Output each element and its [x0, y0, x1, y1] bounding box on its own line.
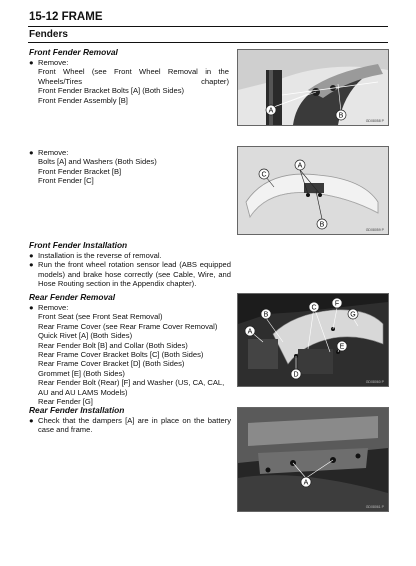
fig3-code: GD08060 P [365, 380, 384, 384]
step-item: Rear Frame Cover (see Rear Frame Cover Removal) [38, 321, 218, 331]
section-title-rear-installation: Rear Fender Installation [29, 405, 125, 415]
step-item: Grommet [E] (Both Sides) [38, 368, 125, 378]
step-item: Rear Fender Bolt (Rear) [F] and Washer (US, CA, CAL, AU and AU LAMS Models) [38, 378, 225, 397]
step-item: Rear Frame Cover Bracket [D] (Both Sides) [38, 359, 185, 369]
fig4-code: GD08061 P [365, 505, 384, 509]
step-list [29, 312, 231, 406]
bullet-item: ● Installation is the reverse of removal. [29, 251, 162, 260]
step-item: Front Fender Assembly [B] [38, 95, 128, 105]
front-fender-assembly-illustration [238, 50, 388, 125]
header-divider [28, 26, 388, 27]
step-item: Front Fender [C] [38, 176, 94, 186]
bullet-icon: ● [29, 251, 34, 260]
step-item: Front Fender Bracket [B] [38, 166, 122, 176]
rear-fender-illustration [238, 294, 388, 386]
fig1-label-b: B [338, 112, 344, 120]
fig2-label-b: B [319, 221, 325, 229]
step-item: Rear Fender Bolt [B] and Collar (Both Sides) [38, 340, 188, 350]
fig1-code: GD08058 P [365, 119, 384, 123]
fig2-label-c: C [261, 171, 267, 179]
fig3-label-f: F [334, 300, 340, 308]
fig3-label-c: C [311, 304, 317, 312]
section-title-front-installation: Front Fender Installation [29, 240, 128, 250]
step-item: Rear Frame Cover Bracket Bolts [C] (Both Sides) [38, 350, 204, 360]
step-list [29, 67, 231, 105]
step-item: Quick Rivet [A] (Both Sides) [38, 331, 133, 341]
figure-front-fender [237, 146, 389, 235]
bullet-icon: ● [29, 260, 34, 270]
fig2-code: GD08059 P [365, 228, 384, 232]
fig1-label-a: A [268, 107, 274, 115]
dampers-illustration [238, 408, 388, 511]
chapter-divider [28, 42, 388, 43]
front-fender-removal-continued [29, 148, 231, 186]
bullet-item: ● Remove: [29, 148, 69, 157]
front-fender-illustration [238, 147, 388, 234]
fig3-label-d: D [293, 371, 299, 379]
bullet-icon: ● [29, 416, 34, 425]
step-item: Front Fender Bracket Bolts [A] (Both Sides) [38, 86, 185, 96]
step-list [29, 157, 231, 185]
bullet-item: ● Remove: [29, 303, 69, 312]
fig3-label-e: E [339, 343, 345, 351]
step-item: Bolts [A] and Washers (Both Sides) [38, 157, 157, 167]
fig4-label-a: A [303, 479, 309, 487]
section-title-front-removal: Front Fender Removal [29, 47, 118, 57]
bullet-icon: ● [29, 303, 34, 312]
bullet-icon: ● [29, 148, 34, 157]
front-fender-removal-section [29, 47, 231, 105]
fig3-label-g: G [350, 311, 356, 319]
rear-fender-removal-section [29, 292, 231, 406]
section-title-rear-removal: Rear Fender Removal [29, 292, 116, 302]
chapter-title: Fenders [29, 29, 68, 40]
page-header: 15-12 FRAME [29, 11, 103, 23]
fig3-label-b: B [263, 311, 269, 319]
bullet-item: ● Remove: [29, 58, 69, 67]
figure-front-fender-assembly [237, 49, 389, 126]
rear-fender-installation-section [29, 405, 231, 435]
fig3-label-a: A [247, 328, 253, 336]
step-item: Rear Fender [G] [38, 397, 93, 407]
figure-dampers [237, 407, 389, 512]
step-item: Front Seat (see Front Seat Removal) [38, 312, 163, 322]
step-item: Front Wheel (see Front Wheel Removal in the Wheels/Tires chapter) [38, 67, 229, 86]
front-fender-installation-section [29, 240, 231, 289]
bullet-icon: ● [29, 58, 34, 67]
figure-rear-fender [237, 293, 389, 387]
bullet-item: ● Check that the dampers [A] are in place on the battery case and frame. [29, 416, 231, 435]
bullet-item: ● Run the front wheel rotation sensor lead (ABS equipped models) and brake hose correctly (see Cable, Wire, and Hose Routing section in the Appendix chapter). [29, 260, 231, 289]
fig2-label-a: A [297, 162, 303, 170]
